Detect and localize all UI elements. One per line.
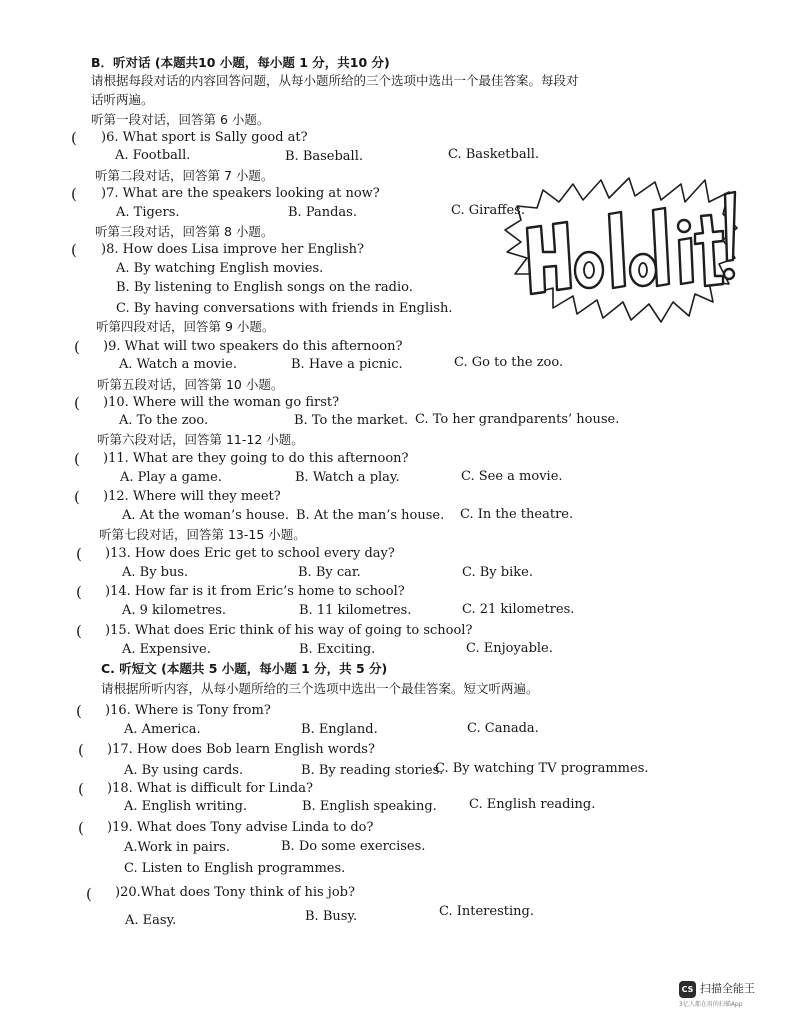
question-18: )18. What is difficult for Linda? (107, 781, 313, 796)
option-c: C. Canada. (467, 721, 539, 736)
question-12: )12. Where will they meet? (103, 489, 281, 504)
option-c: C. Basketball. (448, 147, 540, 162)
option-a: A. By watching English movies. (116, 261, 324, 276)
option-a: A. Watch a movie. (119, 357, 238, 372)
question-13: )13. How does Eric get to school every day? (105, 546, 395, 561)
option-c: C. Enjoyable. (466, 641, 553, 656)
option-b: B. 11 kilometres. (299, 603, 412, 618)
option-c: C. In the theatre. (460, 507, 574, 522)
question-19: )19. What does Tony advise Linda to do? (107, 820, 374, 835)
option-c: C. See a movie. (461, 469, 563, 484)
question-6: )6. What sport is Sally good at? (101, 130, 308, 145)
option-c: C. Listen to English programmes. (124, 861, 346, 876)
option-b: B. At the man’s house. (296, 508, 445, 523)
answer-blank[interactable]: ( (78, 819, 84, 837)
section-b-title: B．听对话 (本题共10 小题，每小题 1 分，共10 分) (91, 55, 390, 70)
option-b: B. To the market. (294, 413, 409, 428)
dialog-label: 听第七段对话，回答第 13-15 小题。 (99, 527, 306, 542)
answer-blank[interactable]: ( (74, 450, 80, 468)
answer-blank[interactable]: ( (74, 338, 80, 356)
camscanner-logo-icon: CS (679, 981, 696, 998)
option-c: C. 21 kilometres. (462, 602, 575, 617)
option-b: B. By car. (298, 565, 361, 580)
option-a: A. By using cards. (124, 763, 244, 778)
option-c: C. By having conversations with friends in English. (116, 301, 453, 316)
option-c: C. English reading. (469, 797, 596, 812)
dialog-label: 听第四段对话，回答第 9 小题。 (96, 319, 275, 334)
option-b: B. By listening to English songs on the radio. (116, 280, 413, 295)
option-a: A. America. (124, 722, 201, 737)
option-b: B. Do some exercises. (281, 839, 426, 854)
question-7: )7. What are the speakers looking at now? (101, 186, 380, 201)
option-c: C. Interesting. (439, 904, 534, 919)
watermark-subtitle: 3亿人都在用的扫描App (679, 1001, 743, 1008)
question-14: )14. How far is it from Eric’s home to school? (105, 584, 405, 599)
option-a: A. English writing. (124, 799, 248, 814)
option-a: A. Easy. (125, 913, 177, 928)
scanner-watermark (679, 979, 779, 1013)
dialog-label: 听第二段对话，回答第 7 小题。 (95, 168, 274, 183)
answer-blank[interactable]: ( (76, 545, 82, 563)
section-b-instruction-2: 话听两遍。 (91, 92, 154, 107)
answer-blank[interactable]: ( (71, 185, 77, 203)
question-8: )8. How does Lisa improve her English? (101, 242, 364, 257)
answer-blank[interactable]: ( (86, 885, 92, 903)
section-c-instruction: 请根据所听内容，从每小题所给的三个选项中选出一个最佳答案。短文听两遍。 (101, 681, 539, 696)
answer-blank[interactable]: ( (74, 488, 80, 506)
option-a: A. To the zoo. (119, 413, 209, 428)
question-20: )20.What does Tony think of his job? (115, 885, 355, 900)
option-b: B. Pandas. (288, 205, 357, 220)
answer-blank[interactable]: ( (76, 622, 82, 640)
option-b: B. By reading stories. (301, 763, 444, 778)
option-b: B. Have a picnic. (291, 357, 403, 372)
watermark-title: 扫描全能王 (700, 982, 755, 995)
option-a: A. At the woman’s house. (122, 508, 290, 523)
question-16: )16. Where is Tony from? (105, 703, 271, 718)
option-b: B. English speaking. (302, 799, 437, 814)
option-c: C. By watching TV programmes. (435, 761, 649, 776)
dialog-label: 听第一段对话，回答第 6 小题。 (91, 112, 270, 127)
question-15: )15. What does Eric think of his way of going to school? (105, 623, 473, 638)
option-a: A. Expensive. (122, 642, 211, 657)
option-a: A. Football. (115, 148, 191, 163)
answer-blank[interactable]: ( (78, 780, 84, 798)
option-a: A.Work in pairs. (124, 840, 230, 855)
hold-it-sticker (497, 170, 739, 328)
option-c: C. Go to the zoo. (454, 355, 564, 370)
section-b-instruction-1: 请根据每段对话的内容回答问题，从每小题所给的三个选项中选出一个最佳答案。每段对 (91, 73, 579, 88)
answer-blank[interactable]: ( (78, 741, 84, 759)
dialog-label: 听第六段对话，回答第 11-12 小题。 (97, 432, 304, 447)
option-a: A. 9 kilometres. (122, 603, 227, 618)
option-a: A. Play a game. (120, 470, 222, 485)
dialog-label: 听第五段对话，回答第 10 小题。 (97, 377, 284, 392)
hold-it-illustration (497, 170, 739, 328)
section-c-title: C. 听短文 (本题共 5 小题，每小题 1 分，共 5 分) (101, 661, 388, 676)
question-11: )11. What are they going to do this afternoon? (103, 451, 409, 466)
option-c: C. To her grandparents’ house. (415, 412, 620, 427)
question-17: )17. How does Bob learn English words? (107, 742, 375, 757)
question-10: )10. Where will the woman go first? (103, 395, 340, 410)
option-b: B. Busy. (305, 909, 358, 924)
option-b: B. Exciting. (299, 642, 376, 657)
option-b: B. England. (301, 722, 378, 737)
option-a: A. By bus. (122, 565, 189, 580)
option-c: C. By bike. (462, 565, 533, 580)
option-a: A. Tigers. (116, 205, 180, 220)
answer-blank[interactable]: ( (71, 241, 77, 259)
answer-blank[interactable]: ( (76, 702, 82, 720)
question-9: )9. What will two speakers do this afternoon? (103, 339, 403, 354)
option-b: B. Baseball. (285, 149, 364, 164)
answer-blank[interactable]: ( (71, 129, 77, 147)
option-c: C. Giraffes. (451, 203, 525, 218)
answer-blank[interactable]: ( (74, 394, 80, 412)
dialog-label: 听第三段对话，回答第 8 小题。 (95, 224, 274, 239)
option-b: B. Watch a play. (295, 470, 400, 485)
answer-blank[interactable]: ( (76, 583, 82, 601)
